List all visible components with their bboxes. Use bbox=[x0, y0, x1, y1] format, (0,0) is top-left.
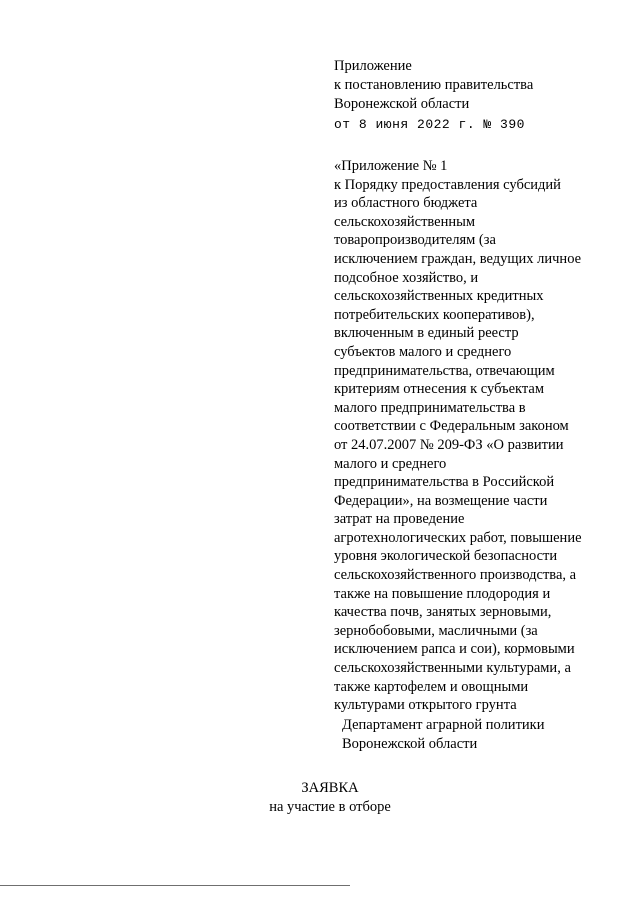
annex-line: малого и среднего bbox=[334, 455, 447, 472]
annex-line: затрат на проведение bbox=[334, 511, 465, 528]
annex-line: потребительских кооперативов), bbox=[334, 306, 535, 323]
page-edge-divider bbox=[0, 885, 350, 886]
addressee-block bbox=[342, 716, 544, 754]
annex-line: предпринимательства в Российской bbox=[334, 474, 555, 491]
appendix-header-line: Приложение bbox=[334, 58, 412, 74]
annex-line: культурами открытого грунта bbox=[334, 697, 517, 714]
addressee-line: Воронежской области bbox=[342, 736, 478, 752]
resolution-date: от 8 июня 2022 г. № 390 bbox=[334, 117, 525, 132]
annex-line: «Приложение № 1 bbox=[334, 158, 448, 174]
annex-line: Федерации», на возмещение части bbox=[334, 492, 548, 509]
annex-line: также картофелем и овощными bbox=[334, 678, 529, 695]
annex-reference bbox=[334, 157, 604, 715]
annex-line: включенным в единый реестр bbox=[334, 325, 519, 342]
annex-line: подсобное хозяйство, и bbox=[334, 269, 479, 286]
annex-line: от 24.07.2007 № 209-ФЗ «О развитии bbox=[334, 436, 564, 453]
annex-line: сельскохозяйственным bbox=[334, 213, 476, 230]
annex-line: малого предпринимательства в bbox=[334, 399, 526, 416]
annex-line: критериям отнесения к субъектам bbox=[334, 381, 545, 398]
appendix-header-line: Воронежской области bbox=[334, 96, 470, 112]
addressee-line: Департамент аграрной политики bbox=[342, 717, 545, 733]
annex-line: также на повышение плодородия и bbox=[334, 585, 551, 602]
annex-line: сельскохозяйственными культурами, а bbox=[334, 660, 571, 677]
application-title: ЗАЯВКА bbox=[301, 780, 359, 796]
appendix-header bbox=[334, 57, 624, 134]
annex-line: к Порядку предоставления субсидий bbox=[334, 176, 561, 193]
annex-line: сельскохозяйственных кредитных bbox=[334, 288, 544, 305]
annex-line: зернобобовыми, масличными (за bbox=[334, 622, 538, 639]
annex-line: исключением граждан, ведущих личное bbox=[334, 250, 582, 267]
annex-line: качества почв, занятых зерновыми, bbox=[334, 604, 552, 621]
annex-line: исключением рапса и сои), кормовыми bbox=[334, 641, 575, 658]
application-subtitle: на участие в отборе bbox=[269, 799, 391, 815]
annex-line: уровня экологической безопасности bbox=[334, 548, 558, 565]
annex-line: из областного бюджета bbox=[334, 195, 478, 212]
annex-line: соответствии с Федеральным законом bbox=[334, 418, 569, 435]
annex-line: предпринимательства, отвечающим bbox=[334, 362, 555, 379]
annex-line: сельскохозяйственного производства, а bbox=[334, 567, 577, 584]
appendix-header-line: к постановлению правительства bbox=[334, 77, 534, 93]
annex-line: субъектов малого и среднего bbox=[334, 343, 512, 360]
annex-line: агротехнологических работ, повышение bbox=[334, 529, 582, 546]
annex-line: товаропроизводителям (за bbox=[334, 232, 496, 249]
